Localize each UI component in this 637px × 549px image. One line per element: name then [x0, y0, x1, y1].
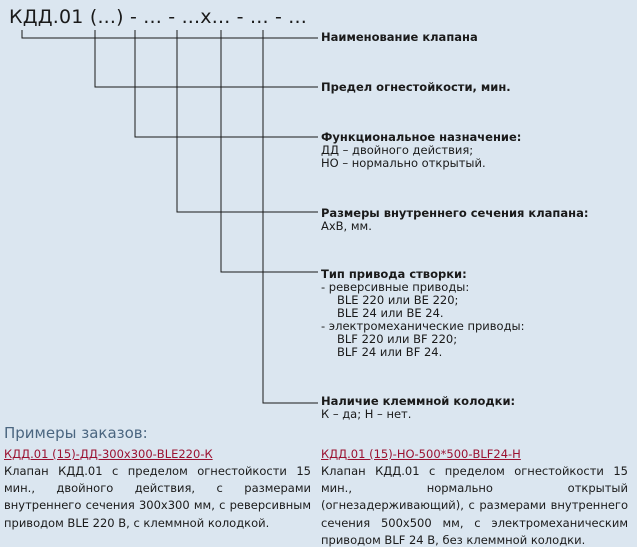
item-line: - электромеханические приводы: [321, 319, 525, 333]
connector-function [135, 30, 318, 137]
item-title: Тип привода створки: [321, 267, 467, 281]
example-right-description: Клапан КДД.01 с пределом огнестойкости 15 мин., нормально открытый (огнезадерживающий), с размерами внутреннего сечения 500х500 мм, с электромеханическим приводом BLF 24 В, без клеммной колодки. [321, 464, 628, 547]
item-line: АхВ, мм. [321, 219, 372, 233]
item-terminal-block [321, 395, 515, 421]
item-title: Предел огнестойкости, мин. [321, 80, 511, 94]
item-line: К – да; Н – нет. [321, 407, 412, 421]
item-title: Функциональное назначение: [321, 130, 522, 144]
item-line: BLE 24 или BE 24. [337, 306, 444, 320]
item-line: ДД – двойного действия; [321, 143, 474, 157]
item-valve-name [321, 31, 478, 44]
item-line: BLF 220 или BF 220; [337, 332, 458, 346]
example-left-code-link[interactable]: КДД.01 (15)-ДД-300х300-BLE220-К [4, 447, 213, 461]
connector-drive [221, 30, 318, 272]
example-right-code-link[interactable]: КДД.01 (15)-НО-500*500-BLF24-Н [321, 447, 521, 461]
item-title: Размеры внутреннего сечения клапана: [321, 206, 589, 220]
connector-dimensions [177, 30, 318, 212]
product-code-template: КДД.01 (...) - ... - ...x... - ... - ... [9, 6, 307, 28]
item-fire-resistance [321, 81, 511, 94]
connector-name [22, 30, 318, 38]
item-function [321, 131, 521, 170]
item-line: BLF 24 или BF 24. [337, 345, 443, 359]
item-line: - реверсивные приводы: [321, 280, 470, 294]
item-title: Наименование клапана [321, 30, 478, 44]
item-drive-type [321, 268, 524, 359]
examples-title: Примеры заказов: [4, 424, 148, 442]
item-dimensions [321, 207, 588, 233]
example-left-description: Клапан КДД.01 с пределом огнестойкости 15 мин., двойного действия, с размерами внутреннего сечения 300х300 мм, с реверсивным приводом BLE 220 В, с клеммной колодкой. [4, 464, 311, 530]
item-line: BLE 220 или BE 220; [337, 293, 459, 307]
item-line: НО – нормально открытый. [321, 156, 486, 170]
item-title: Наличие клеммной колодки: [321, 394, 516, 408]
connector-terminal-block [263, 30, 318, 403]
